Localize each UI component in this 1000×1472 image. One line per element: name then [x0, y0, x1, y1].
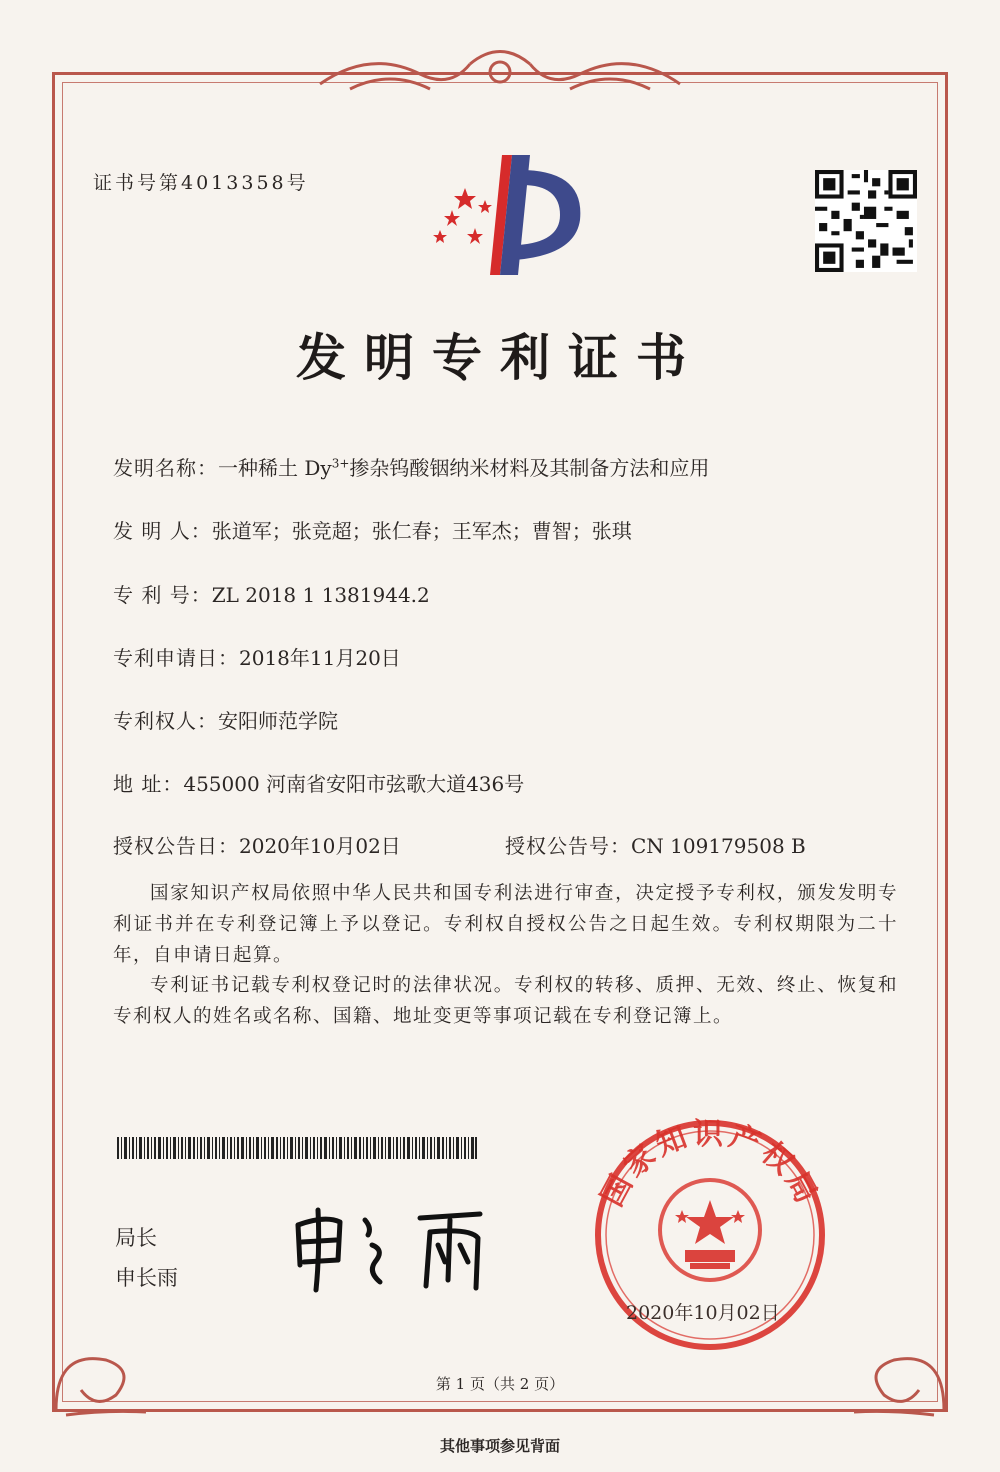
grant-date-row — [113, 830, 401, 859]
address-label: 地 址： — [113, 772, 184, 796]
seal-text: 国家知识产权局 — [594, 1116, 826, 1213]
grant-number-row — [505, 830, 806, 859]
certificate-number: 证书号第4013358号 — [93, 172, 309, 194]
filing-date-label: 专利申请日： — [113, 646, 239, 670]
director-title: 局长 — [115, 1226, 157, 1250]
svg-text:国家知识产权局 — [595, 1117, 826, 1213]
director-name: 申长雨 — [115, 1266, 178, 1290]
patent-number-row — [113, 579, 430, 608]
body-paragraph-1: 国家知识产权局依照中华人民共和国专利法进行审查，决定授予专利权，颁发发明专利证书并在专利登记簿上予以登记。专利权自授权公告之日起生效。专利权期限为二十年，自申请日起算。 — [113, 883, 898, 966]
grant-number-label: 授权公告号： — [505, 834, 631, 858]
invention-name-value — [218, 452, 709, 481]
qr-code — [815, 170, 917, 272]
filing-date-row — [113, 642, 401, 671]
director-signature — [280, 1190, 530, 1300]
body-paragraph-2: 专利证书记载专利权登记时的法律状况。专利权的转移、质押、无效、终止、恢复和专利权人的姓名或名称、国籍、地址变更等事项记载在专利登记簿上。 — [113, 975, 898, 1027]
address-value: 455000 河南省安阳市弦歌大道436号 — [183, 772, 525, 796]
page-title: 发明专利证书 — [296, 328, 704, 387]
seal-date: 2020年10月02日 — [626, 1302, 780, 1324]
invention-name-label: 发明名称： — [113, 456, 218, 480]
footer-note: 其他事项参见背面 — [439, 1437, 560, 1455]
filing-date-value: 2018年11月20日 — [239, 646, 401, 670]
patentee-label: 专利权人： — [113, 709, 218, 733]
address-row — [113, 768, 524, 797]
patent-number-value: ZL 2018 1 1381944.2 — [211, 583, 430, 607]
patentee-value: 安阳师范学院 — [218, 709, 338, 733]
grant-number-value: CN 109179508 B — [631, 834, 806, 858]
invention-name-row — [113, 452, 709, 481]
grant-date-value: 2020年10月02日 — [239, 834, 401, 858]
inventors-row — [113, 515, 632, 544]
inventors-label: 发 明 人： — [113, 519, 212, 543]
invention-name-text-b: 掺杂钨酸铟纳米材料及其制备方法和应用 — [349, 456, 710, 480]
invention-name-text-a: 一种稀土 Dy — [218, 456, 332, 480]
page-number: 第 1 页（共 2 页） — [435, 1375, 565, 1393]
patent-number-label: 专 利 号： — [113, 583, 212, 607]
grant-date-label: 授权公告日： — [113, 834, 239, 858]
invention-name-superscript: 3+ — [331, 456, 350, 471]
top-ornament — [310, 44, 690, 104]
barcode — [117, 1137, 477, 1159]
inventors-value: 张道军；张竞超；张仁春；王军杰；曹智；张琪 — [211, 519, 632, 543]
patentee-row — [113, 705, 338, 734]
cnipa-logo — [420, 150, 595, 280]
